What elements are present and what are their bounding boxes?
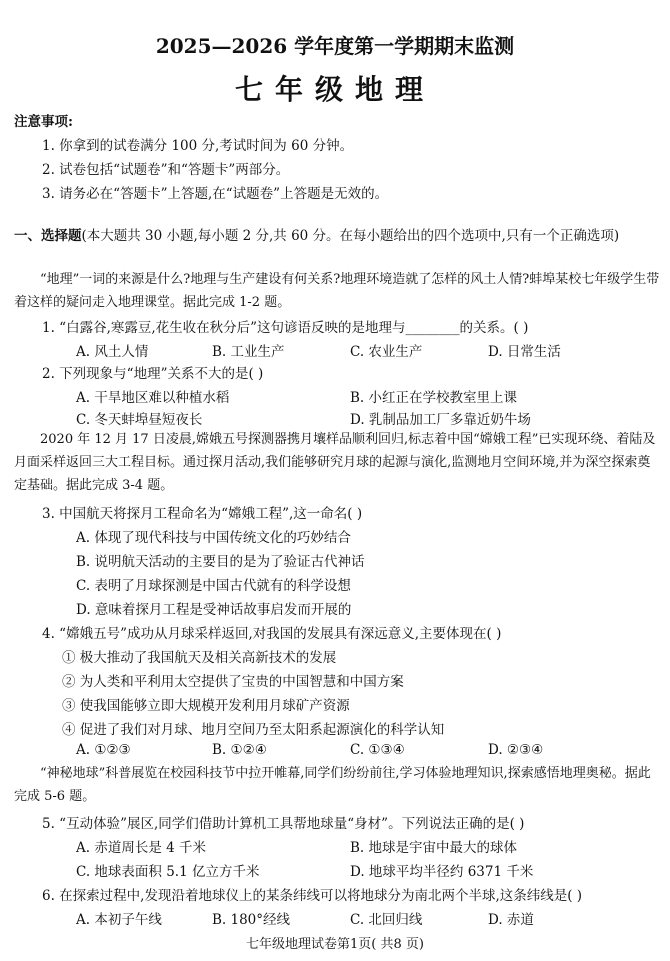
section-heading [14,226,660,247]
q3-option-c: C. 表明了月球探测是中国古代就有的科学设想 [76,578,351,594]
notes-heading: 注意事项: [14,114,73,130]
q4-option-d: D. ②③④ [488,742,544,758]
subject-title: 七年级地理 [234,73,435,106]
q1-option-c: C. 农业生产 [350,344,423,360]
question-4: 4. “嫦娥五号”成功从月球采样返回,对我国的发展具有深远意义,主要体现在( ) [42,626,502,642]
exam-title: 2025—2026 学年度第一学期期末监测 [155,34,515,58]
q4-statement: ④ 促进了我们对月球、地月空间乃至太阳系起源演化的科学认知 [62,722,445,738]
passage-2: 2020 年 12 月 17 日凌晨,嫦娥五号探测器携月壤样品顺利回归,标志着中国“嫦娥工程”已实现环绕、着陆及月面采样返回三大工程目标。通过探月活动,我们能够研究月球的起源与演化,监测地月空间环境,并为深空探索奠定基础。据此完成 3-4 题。 [14,432,656,493]
section-label: 一、选择题 [14,228,82,244]
q3-option-a: A. 体现了现代科技与中国传统文化的巧妙结合 [76,530,351,546]
q2-option-a: A. 干旱地区难以种植水稻 [76,390,230,406]
q1-option-d: D. 日常生活 [488,344,561,360]
q4-option-b: B. ①②④ [212,742,267,758]
note-item: 2. 试卷包括“试题卷”和“答题卡”两部分。 [42,162,290,178]
q2-option-b: B. 小红正在学校教室里上课 [350,390,518,406]
q5-option-c: C. 地球表面积 5.1 亿立方千米 [76,864,260,880]
q6-option-c: C. 北回归线 [350,912,423,928]
q1-option-b: B. 工业生产 [212,344,285,360]
section-desc: (本大题共 30 小题,每小题 2 分,共 60 分。在每小题给出的四个选项中,只有一个正确选项) [81,228,620,244]
note-item: 1. 你拿到的试卷满分 100 分,考试时间为 60 分钟。 [42,138,354,154]
q5-option-b: B. 地球是宇宙中最大的球体 [350,840,518,856]
passage-3: “神秘地球”科普展览在校园科技节中拉开帷幕,同学们纷纷前往,学习体验地理知识,探索感悟地理奥秘。据此完成 5-6 题。 [14,766,651,804]
q4-statement: ③ 使我国能够立即大规模开发利用月球矿产资源 [62,698,350,714]
page-footer: 七年级地理试卷第1页( 共8 页) [246,937,424,952]
q3-option-b: B. 说明航天活动的主要目的是为了验证古代神话 [76,554,365,570]
q4-option-c: C. ①③④ [350,742,405,758]
q5-option-d: D. 地球平均半径约 6371 千米 [350,864,534,880]
q4-statement: ① 极大推动了我国航天及相关高新技术的发展 [62,650,337,666]
q1-option-a: A. 风土人情 [76,344,149,360]
q6-option-b: B. 180°经线 [212,912,291,928]
q6-option-d: D. 赤道 [488,912,534,928]
note-item: 3. 请务必在“答题卡”上答题,在“试题卷”上答题是无效的。 [42,186,389,202]
question-2: 2. 下列现象与“地理”关系不大的是( ) [42,366,264,382]
q2-option-d: D. 乳制品加工厂多靠近奶牛场 [350,412,531,428]
q4-option-a: A. ①②③ [76,742,131,758]
q2-option-c: C. 冬天蚌埠昼短夜长 [76,412,203,428]
question-5: 5. “互动体验”展区,同学们借助计算机工具帮地球量“身材”。下列说法正确的是( ) [42,816,525,832]
question-3: 3. 中国航天将探月工程命名为“嫦娥工程”,这一命名( ) [42,506,363,522]
question-1: 1. “白露谷,寒露豆,花生收在秋分后”这句谚语反映的是地理与________的关系。( ) [42,320,529,336]
passage-1: “地理”一词的来源是什么?地理与生产建设有何关系?地理环境造就了怎样的风土人情?蚌埠某校七年级学生带着这样的疑问走入地理课堂。据此完成 1-2 题。 [14,272,660,310]
q5-option-a: A. 赤道周长是 4 千米 [76,840,207,856]
q3-option-d: D. 意味着探月工程是受神话故事启发而开展的 [76,602,352,618]
question-6: 6. 在探索过程中,发现沿着地球仪上的某条纬线可以将地球分为南北两个半球,这条纬线是( ) [42,888,583,904]
q6-option-a: A. 本初子午线 [76,912,162,928]
q4-statement: ② 为人类和平利用太空提供了宝贵的中国智慧和中国方案 [62,674,404,690]
